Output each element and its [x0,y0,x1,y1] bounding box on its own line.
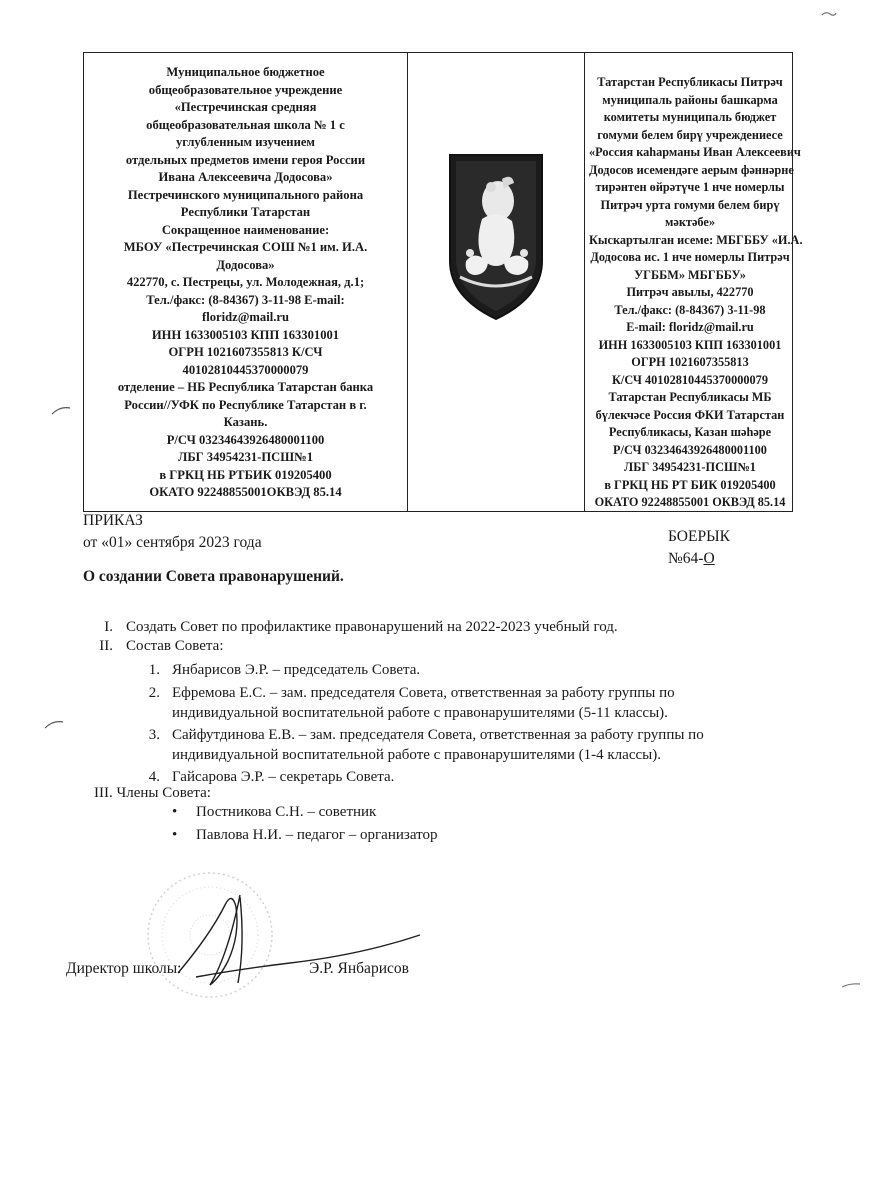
letterhead-line: ОКАТО 92248855001ОКВЭД 85.14 [149,485,342,499]
member-text: индивидуальной воспитательной работе с правонарушителями (5-11 классы). [172,705,668,721]
letterhead-line: Додосова ис. 1 нче номерлы Питрәч [590,250,790,264]
letterhead-line: бүлекчәсе Россия ФКИ Татарстан [595,407,785,422]
bullet-text: Павлова Н.И. – педагог – организатор [196,827,438,843]
letterhead-line: углубленным изучением [175,135,315,149]
letterhead-line: «Пестречинская средняя [174,100,317,114]
letterhead-line: ИНН 1633005103 КПП 163301001 [598,337,782,352]
member-number: 1. [148,662,160,678]
item-text: III. Члены Совета: [94,785,211,801]
letterhead-line: в ГРКЦ НБ РТБИК 019205400 [159,467,332,482]
order-word-tt: БОЕРЫК [668,528,730,545]
letterhead-line: К/СЧ 40102810445370000079 [612,372,768,387]
letterhead-line: гомуми белем бирү учреждениесе [597,127,783,142]
letterhead-line: ОКАТО 92248855001 ОКВЭД 85.14 [594,495,786,509]
member-number: 4. [148,769,160,785]
letterhead-line: комитеты муниципаль бюджет [603,110,777,124]
letterhead-russian [84,53,407,511]
letterhead-line: Додосов исемендәге аерым фәннәрне [589,162,794,177]
letterhead-line: Сокращенное наименование: [161,222,330,237]
member-text: индивидуальной воспитательной работе с правонарушителями (1-4 классы). [172,747,661,763]
letterhead-line: ОГРН 1021607355813 [631,355,749,369]
stamp-and-signature [60,865,480,1035]
order-title: О создании Совета правонарушений. [83,568,344,585]
scan-mark [50,402,72,418]
letterhead-table [83,52,803,512]
letterhead-line: Татарстан Республикасы МБ [608,390,772,404]
letterhead-line: тирәнтен өйрәтүче 1 нче номерлы [595,180,785,194]
letterhead-line: 422770, с. Пестрецы, ул. Молодежная, д.1; [126,275,365,289]
letterhead-line: ЛБГ 34954231-ПСШ№1 [624,460,756,474]
member-text: Ефремова Е.С. – зам. председателя Совета, ответственная за работу группы по [172,685,675,701]
member-text: Сайфутдинова Е.В. – зам. председателя Совета, ответственная за работу группы по [172,727,704,743]
letterhead-line: Р/СЧ 03234643926480001100 [166,432,325,447]
scan-mark [821,10,837,18]
order-heading-ru [83,510,262,554]
order-number [668,548,730,570]
bullet-text: Постникова С.Н. – советник [196,804,377,820]
letterhead-line: муниципаль районы башкарма [602,92,778,107]
letterhead-line: Тел./факс: (8-84367) 3-11-98 [614,302,766,317]
letterhead-line: E-mail: floridz@mail.ru [626,320,754,334]
letterhead-line: Р/СЧ 03234643926480001100 [613,442,767,457]
member-text: Гайсарова Э.Р. – секретарь Совета. [172,769,395,785]
coat-of-arms-icon [446,149,546,325]
letterhead-line: ОГРН 1021607355813 К/СЧ [168,345,323,359]
scan-mark [840,979,862,991]
letterhead-line: мәктәбе» [664,215,715,229]
letterhead-line: Ивана Алексеевича Додосова» [158,170,333,184]
order-number-suffix: О [703,550,715,567]
letterhead-line: Питрәч авылы, 422770 [626,285,754,299]
letterhead-line: Республикасы, Казан шәһәре [608,425,772,439]
letterhead-line: Республики Татарстан [180,205,311,219]
letterhead-line: Казань. [223,415,268,429]
letterhead-line: МБОУ «Пестречинская СОШ №1 им. И.А. [123,240,368,254]
letterhead-line: Тел./факс: (8-84367) 3-11-98 E-mail: [146,292,345,307]
letterhead-line: общеобразовательное учреждение [148,82,343,97]
bullet-icon: • [172,827,178,843]
member-number: 3. [148,727,160,743]
letterhead-line: Кыскартылган исеме: МБГББУ «И.А. [589,232,803,247]
letterhead-line: Татарстан Республикасы Питрәч [597,75,783,89]
letterhead-line: в ГРКЦ НБ РТ БИК 019205400 [604,477,776,492]
order-word-ru: ПРИКАЗ [83,512,143,529]
member-text: Янбарисов Э.Р. – председатель Совета. [172,662,421,678]
scan-mark [43,716,65,732]
order-date: от «01» сентября 2023 года [83,534,262,551]
letterhead-line: общеобразовательная школа № 1 с [146,117,345,132]
letterhead-line: Муниципальное бюджетное [166,65,325,79]
letterhead-line: Пестречинского муниципального района [127,187,364,202]
stamp-icon [148,873,272,997]
letterhead-emblem-cell [407,53,585,511]
signatory-role: Директор школы: [66,960,182,977]
letterhead-line: отдельных предметов имени героя России [125,152,366,167]
letterhead-line: отделение – НБ Республика Татарстан банка [117,380,374,394]
letterhead-line: Питрәч урта гомуми белем бирү [600,197,780,212]
member-number: 2. [148,685,160,701]
item-text: Состав Совета: [126,638,224,654]
item-number: II. [99,638,113,654]
letterhead-line: ИНН 1633005103 КПП 163301001 [151,327,340,342]
letterhead-line: России//УФК по Республике Татарстан в г. [124,397,367,412]
item-text: Создать Совет по профилактике правонарушений на 2022-2023 учебный год. [126,619,618,635]
bullet-icon: • [172,804,178,820]
item-number: I. [104,619,113,635]
letterhead-line: УГББМ» МБГББУ» [634,267,746,282]
letterhead-line: «Россия каһарманы Иван Алексеевич [589,145,801,159]
order-heading-tt [668,526,730,570]
letterhead-line: 40102810445370000079 [182,362,309,377]
letterhead-line: ЛБГ 34954231-ПСШ№1 [177,450,314,464]
order-number-prefix: №64- [668,550,704,567]
letterhead-line: Додосова» [216,257,275,272]
letterhead-tatar [585,53,803,511]
signatory-name: Э.Р. Янбарисов [309,960,409,977]
letterhead-line: floridz@mail.ru [202,310,289,324]
